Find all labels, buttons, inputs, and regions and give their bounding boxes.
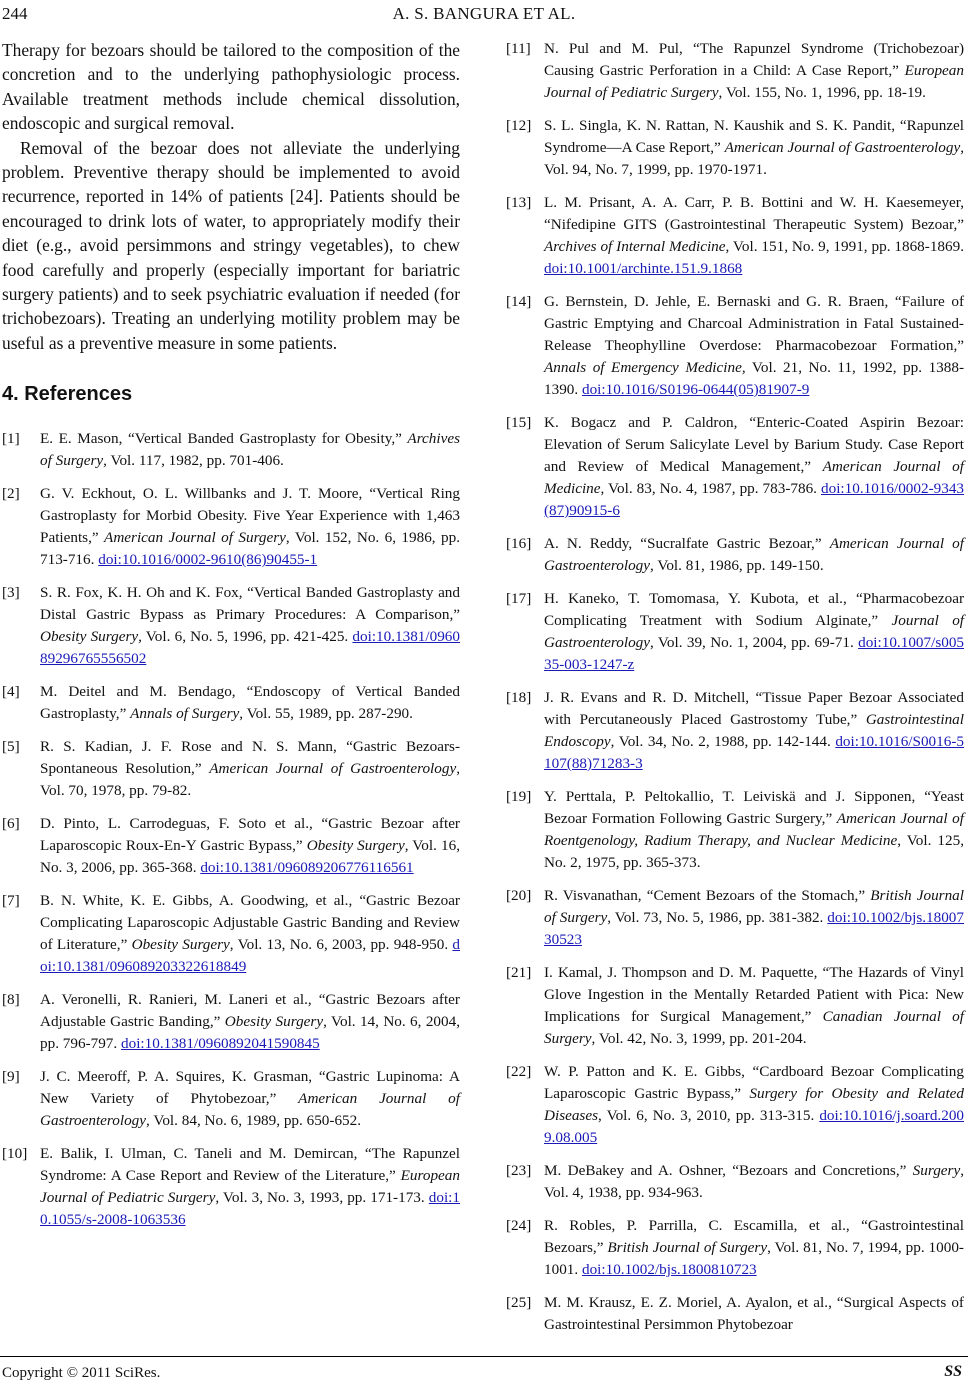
reference-item — [506, 291, 964, 401]
reference-text: G. Bernstein, D. Jehle, E. Bernaski and G. R. Braen, “Failure of Gastric Emptying and Charcoal Administration in Fatal Sustained-Release Theophylline Overdose: Pharmacobezoar Formation,” — [544, 293, 964, 354]
reference-number: [11] — [506, 40, 531, 57]
reference-number: [1] — [2, 430, 20, 448]
reference-journal: American Journal of Gastroenterology — [209, 760, 457, 778]
doi-link[interactable]: doi:10.1016/0002-9610(86)90455-1 — [98, 551, 318, 569]
reference-details: , Vol. 94, No. 7, 1999, pp. 1970-1971. — [544, 139, 964, 178]
reference-text: K. Bogacz and P. Caldron, “Enteric-Coated Aspirin Bezoar: Elevation of Serum Salicylate Level by Barium Study. Case Report and Review of Medical Management,” — [544, 414, 964, 475]
reference-details: , Vol. 21, No. 11, 1992, pp. 1388-1390. — [544, 359, 964, 398]
reference-list-left — [2, 428, 460, 1231]
reference-item — [506, 533, 964, 577]
reference-text: S. R. Fox, K. H. Oh and K. Fox, “Vertical Banded Gastroplasty and Distal Gastric Bypass as Primary Procedures: A Comparison,” — [40, 584, 460, 624]
reference-item — [506, 1061, 964, 1149]
reference-details: , Vol. 81, No. 7, 1994, pp. 1000-1001. — [544, 1239, 964, 1278]
reference-item — [506, 962, 964, 1050]
reference-text: S. L. Singla, K. N. Rattan, N. Kaushik and S. K. Pandit, “Rapunzel Syndrome—A Case Report,” — [544, 117, 964, 156]
reference-details: , Vol. 117, 1982, pp. 701-406. — [103, 452, 284, 470]
reference-text: J. R. Evans and R. D. Mitchell, “Tissue Paper Bezoar Associated with Percutaneously Placed Gastrostomy Tube,” — [544, 689, 964, 728]
footer-journal: SS — [944, 1363, 962, 1380]
reference-number: [2] — [2, 485, 20, 503]
reference-details: , Vol. 6, No. 5, 1996, pp. 421-425. — [138, 628, 349, 646]
reference-text: A. Veronelli, R. Ranieri, M. Laneri et al., “Gastric Bezoars after Adjustable Gastric Banding,” — [40, 991, 460, 1031]
reference-journal: Canadian Journal of Surgery — [544, 1008, 964, 1047]
reference-text: M. M. Krausz, E. Z. Moriel, A. Ayalon, et al., “Surgical Aspects of Gastrointestinal Persimmon Phytobezoar — [544, 1294, 964, 1333]
reference-item — [506, 1160, 964, 1204]
reference-number: [7] — [2, 892, 20, 910]
reference-item — [2, 989, 460, 1055]
reference-details: , Vol. 151, No. 9, 1991, pp. 1868-1869. — [725, 238, 964, 255]
reference-journal: American Journal of Medicine — [544, 458, 964, 497]
reference-details: , Vol. 6, No. 3, 2010, pp. 313-315. — [598, 1107, 815, 1124]
reference-item — [2, 428, 460, 472]
reference-text: R. Robles, P. Parrilla, C. Escamilla, et al., “Gastrointestinal Bezoars,” — [544, 1217, 964, 1256]
reference-details: , Vol. 42, No. 3, 1999, pp. 201-204. — [591, 1030, 807, 1047]
reference-item — [2, 1143, 460, 1231]
reference-text: W. P. Patton and K. E. Gibbs, “Cardboard Bezoar Complicating Laparoscopic Gastric Bypass,” — [544, 1063, 964, 1102]
reference-details: , Vol. 125, No. 2, 1975, pp. 365-373. — [544, 832, 964, 871]
reference-number: [4] — [2, 683, 20, 701]
reference-item — [506, 115, 964, 181]
reference-journal: American Journal of Gastroenterology — [40, 1090, 460, 1130]
reference-journal: Obesity Surgery — [224, 1013, 324, 1031]
reference-item — [2, 890, 460, 978]
reference-item — [506, 687, 964, 775]
reference-journal: American Journal of Gastroenterology — [724, 139, 961, 156]
reference-item — [2, 681, 460, 725]
reference-text: M. DeBakey and A. Oshner, “Bezoars and Concretions,” — [544, 1162, 913, 1179]
reference-number: [21] — [506, 964, 532, 981]
reference-list-right — [506, 38, 964, 1336]
reference-journal: British Journal of Surgery — [544, 887, 964, 926]
reference-journal: Surgery for Obesity and Related Diseases — [544, 1085, 965, 1124]
reference-number: [9] — [2, 1068, 20, 1086]
reference-item — [506, 588, 964, 676]
reference-journal: Annals of Surgery — [130, 705, 240, 723]
reference-number: [23] — [506, 1162, 532, 1179]
reference-text: I. Kamal, J. Thompson and D. M. Paquette, “The Hazards of Vinyl Glove Ingestion in the Mentally Retarded Patient with Pica: New Implications for Surgical Management,” — [544, 964, 964, 1025]
reference-item — [506, 192, 964, 280]
reference-text: A. N. Reddy, “Sucralfate Gastric Bezoar,” — [544, 535, 830, 552]
section-heading: 4. References — [2, 383, 133, 406]
reference-journal: Annals of Emergency Medicine — [544, 359, 742, 376]
reference-details: , Vol. 81, 1986, pp. 149-150. — [650, 557, 824, 574]
doi-link[interactable]: doi:10.1016/S0016-5107(88)71283-3 — [544, 733, 964, 772]
reference-journal: Obesity Surgery — [40, 628, 139, 646]
doi-link[interactable]: doi:10.1001/archinte.151.9.1868 — [544, 260, 743, 277]
reference-text: Y. Perttala, P. Peltokallio, T. Leiviskä and J. Sipponen, “Yeast Bezoar Formation Following Gastric Surgery,” — [544, 788, 964, 827]
doi-link[interactable]: doi:10.1381/096089203322618849 — [40, 936, 461, 976]
reference-details: , Vol. 4, 1938, pp. 934-963. — [544, 1162, 964, 1201]
reference-journal: Archives of Surgery — [40, 430, 460, 470]
right-column — [506, 38, 964, 1347]
doi-link[interactable]: doi:10.1002/bjs.1800730523 — [544, 909, 964, 948]
reference-item — [506, 786, 964, 874]
running-head: A. S. BANGURA ET AL. — [392, 4, 576, 23]
doi-link[interactable]: doi:10.1002/bjs.1800810723 — [581, 1261, 757, 1278]
doi-link[interactable]: doi:10.1381/096089206776116561 — [200, 859, 414, 877]
reference-text: J. C. Meeroff, P. A. Squires, K. Grasman, “Gastric Lupinoma: A New Variety of Phytobezoar,” — [40, 1068, 460, 1108]
reference-number: [16] — [506, 535, 532, 552]
reference-text: E. E. Mason, “Vertical Banded Gastroplasty for Obesity,” — [40, 430, 408, 448]
footer-copyright: Copyright © 2011 SciRes. — [2, 1365, 161, 1381]
reference-item — [506, 1215, 964, 1281]
reference-text: R. S. Kadian, J. F. Rose and N. S. Mann, “Gastric Bezoars-Spontaneous Resolution,” — [40, 738, 460, 778]
reference-number: [18] — [506, 689, 532, 706]
reference-text: H. Kaneko, T. Tomomasa, Y. Kubota, et al., “Pharmacobezoar Complicating Treatment with Sodium Alginate,” — [544, 590, 964, 629]
left-column — [2, 38, 460, 1242]
reference-journal: Journal of Gastroenterology — [544, 612, 965, 651]
reference-journal: Gastrointestinal Endoscopy — [544, 711, 964, 750]
reference-text: M. Deitel and M. Bendago, “Endoscopy of Vertical Banded Gastroplasty,” — [40, 683, 460, 723]
reference-journal: Archives of Internal Medicine — [544, 238, 726, 255]
reference-text: R. Visvanathan, “Cement Bezoars of the Stomach,” — [544, 887, 871, 904]
reference-journal: Obesity Surgery — [131, 936, 230, 954]
reference-details: , Vol. 13, No. 6, 2003, pp. 948-950. — [229, 936, 449, 954]
reference-number: [24] — [506, 1217, 532, 1234]
body-paragraph: Therapy for bezoars should be tailored to the composition of the concretion and to the underlying pathophysiologic process. Available treatment methods include chemical dissolution, endoscopic and surgical removal. — [2, 40, 460, 134]
reference-journal: Obesity Surgery — [306, 837, 405, 855]
reference-item — [2, 736, 460, 802]
reference-number: [15] — [506, 414, 532, 431]
reference-journal: British Journal of Surgery — [607, 1239, 768, 1256]
reference-item — [2, 582, 460, 670]
doi-link[interactable]: doi:10.1016/S0196-0644(05)81907-9 — [581, 381, 810, 398]
reference-number: [25] — [506, 1294, 532, 1311]
reference-number: [22] — [506, 1063, 532, 1080]
reference-item — [506, 38, 964, 104]
reference-details: , Vol. 34, No. 2, 1988, pp. 142-144. — [610, 733, 831, 750]
reference-number: [17] — [506, 590, 532, 607]
reference-text: D. Pinto, L. Carrodeguas, F. Soto et al., “Gastric Bezoar after Laparoscopic Roux-En-Y Gastric Bypass,” — [40, 815, 460, 855]
reference-details: , Vol. 83, No. 4, 1987, pp. 783-786. — [600, 480, 817, 497]
reference-number: [20] — [506, 887, 532, 904]
doi-link[interactable]: doi:10.1381/0960892041590845 — [121, 1035, 320, 1053]
reference-number: [6] — [2, 815, 20, 833]
reference-number: [19] — [506, 788, 532, 805]
doi-link[interactable]: doi:10.1016/j.soard.2009.08.005 — [544, 1107, 965, 1146]
page-number: 244 — [2, 4, 28, 23]
reference-journal: European Journal of Pediatric Surgery — [40, 1167, 460, 1207]
reference-journal: Surgery — [912, 1162, 961, 1179]
reference-number: [14] — [506, 293, 532, 310]
reference-details: , Vol. 73, No. 5, 1986, pp. 381-382. — [607, 909, 824, 926]
reference-text: N. Pul and M. Pul, “The Rapunzel Syndrome (Trichobezoar) Causing Gastric Perforation in a Child: A Case Report,” — [544, 40, 964, 79]
reference-number: [5] — [2, 738, 20, 756]
reference-journal: American Journal of Gastroenterology — [544, 535, 964, 574]
reference-text: B. N. White, K. E. Gibbs, A. Goodwing, et al., “Gastric Bezoar Complicating Laparoscopic Adjustable Gastric Banding and Review of Literature,” — [40, 892, 460, 954]
reference-item — [506, 885, 964, 951]
reference-details: , Vol. 152, No. 6, 1986, pp. 713-716. — [40, 529, 460, 569]
reference-item — [506, 1292, 964, 1336]
reference-details: , Vol. 16, No. 3, 2006, pp. 365-368. — [40, 837, 460, 877]
footer-rule — [0, 1356, 968, 1357]
reference-text: E. Balik, I. Ulman, C. Taneli and M. Demircan, “The Rapunzel Syndrome: A Case Report and Review of the Literature,” — [40, 1145, 460, 1185]
doi-link[interactable]: doi:10.1055/s-2008-1063536 — [40, 1189, 460, 1229]
reference-details: , Vol. 39, No. 1, 2004, pp. 69-71. — [650, 634, 854, 651]
body-paragraph: Removal of the bezoar does not alleviate the underlying problem. Preventive therapy should be implemented to avoid recurrence, reported in 14% of patients [24]. Patients should be encouraged to drink lots of water, to appropriately modify their diet (e.g., avoid persimmons and stringy vegetables), to chew food carefully and properly (especially important for bariatric surgery patients) and to seek psychiatric evaluation if needed (for trichobezoars). Treating an underlying motility problem may be useful as a preventive measure in some patients. — [2, 137, 460, 353]
reference-item — [2, 483, 460, 571]
reference-journal: European Journal of Pediatric Surgery — [544, 62, 964, 101]
reference-text: G. V. Eckhout, O. L. Willbanks and J. T. Moore, “Vertical Ring Gastroplasty for Morbid Obesity. Five Year Experience with 1,463 Patients,” — [40, 485, 460, 547]
doi-link[interactable]: doi:10.1381/096089296765556502 — [40, 628, 460, 668]
reference-item — [2, 813, 460, 879]
reference-number: [12] — [506, 117, 532, 134]
reference-details: , Vol. 55, 1989, pp. 287-290. — [239, 705, 413, 723]
reference-journal: American Journal of Surgery — [104, 529, 286, 547]
reference-details: , Vol. 14, No. 6, 2004, pp. 796-797. — [40, 1013, 460, 1053]
doi-link[interactable]: doi:10.1007/s00535-003-1247-z — [544, 634, 965, 673]
reference-details: , Vol. 84, No. 6, 1989, pp. 650-652. — [146, 1112, 362, 1130]
reference-journal: American Journal of Roentgenology, Radium Therapy, and Nuclear Medicine — [544, 810, 964, 849]
reference-number: [10] — [2, 1145, 28, 1163]
reference-details: , Vol. 3, No. 3, 1993, pp. 171-173. — [215, 1189, 425, 1207]
reference-number: [8] — [2, 991, 20, 1009]
doi-link[interactable]: doi:10.1016/0002-9343(87)90915-6 — [544, 480, 965, 519]
reference-details: , Vol. 70, 1978, pp. 79-82. — [40, 760, 460, 800]
reference-number: [13] — [506, 194, 532, 211]
reference-item — [2, 1066, 460, 1132]
reference-text: L. M. Prisant, A. A. Carr, P. B. Bottini and W. H. Kaesemeyer, “Nifedipine GITS (Gastrointestinal Therapeutic System) Bezoar,” — [544, 194, 964, 233]
reference-item — [506, 412, 964, 522]
reference-details: , Vol. 155, No. 1, 1996, pp. 18-19. — [718, 84, 926, 101]
reference-number: [3] — [2, 584, 20, 602]
